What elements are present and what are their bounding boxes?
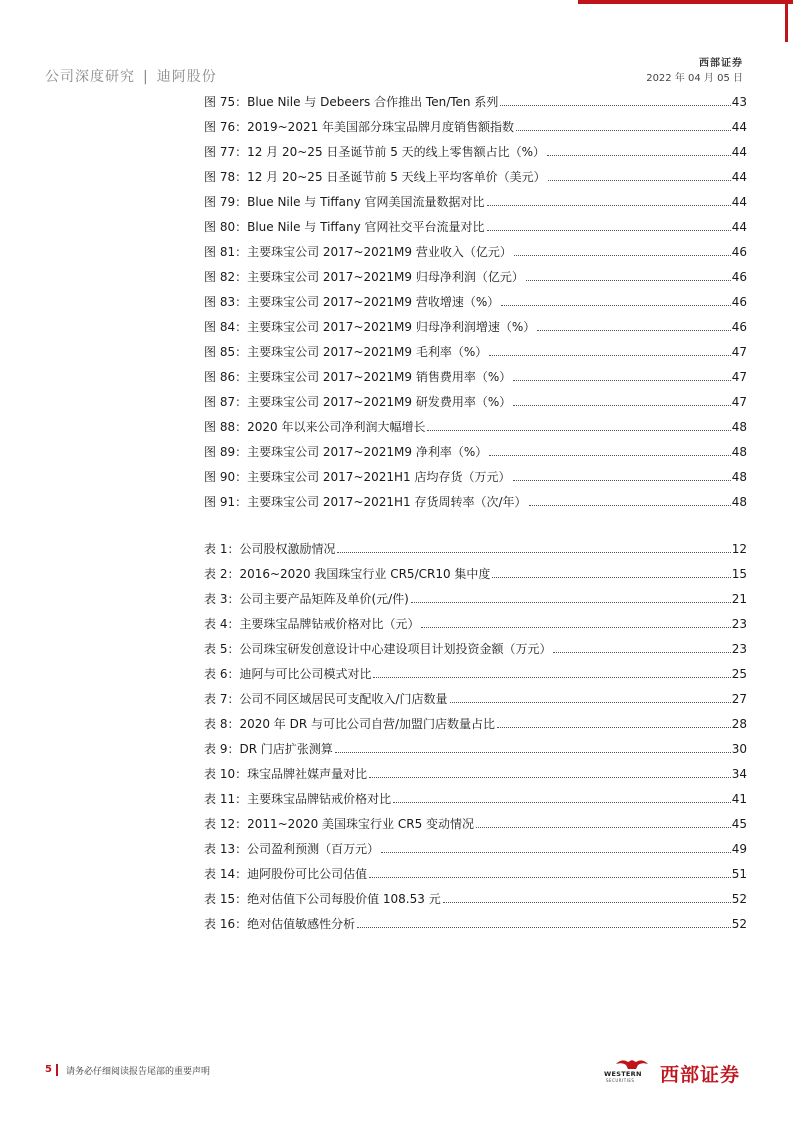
figure-entry[interactable]: [204, 367, 747, 385]
leader-dots: [501, 305, 730, 306]
leader-dots: [421, 627, 730, 628]
title-separator: |: [143, 69, 149, 85]
table-entry-page: 28: [731, 717, 747, 731]
figure-entry-page: 48: [731, 470, 747, 484]
figure-entry-page: 48: [731, 420, 747, 434]
logo-english-sub: SECURITIES: [606, 1078, 635, 1083]
leader-dots: [487, 230, 731, 231]
table-entry-label: 表 8：2020 年 DR 与可比公司自营/加盟门店数量占比: [204, 717, 496, 731]
table-entry-label: 表 9：DR 门店扩张测算: [204, 742, 333, 756]
leader-dots: [537, 330, 730, 331]
figure-entry[interactable]: [204, 242, 747, 260]
leader-dots: [337, 552, 730, 553]
figure-entry-label: 图 87：主要珠宝公司 2017~2021M9 研发费用率（%）: [204, 395, 512, 409]
figure-entry-page: 46: [731, 320, 747, 334]
table-entry-label: 表 16：绝对估值敏感性分析: [204, 917, 356, 931]
table-entry-page: 23: [731, 617, 747, 631]
leader-dots: [547, 155, 731, 156]
figure-entry[interactable]: [204, 117, 747, 135]
figure-entry[interactable]: [204, 167, 747, 185]
table-entry[interactable]: [204, 614, 747, 632]
figure-entry-label: 图 84：主要珠宝公司 2017~2021M9 归母净利润增速（%）: [204, 320, 536, 334]
figure-entry-page: 46: [731, 270, 747, 284]
table-entry-page: 34: [731, 767, 747, 781]
table-entry-page: 21: [731, 592, 747, 606]
table-entry-label: 表 4：主要珠宝品牌钻戒价格对比（元）: [204, 617, 420, 631]
figure-entry-label: 图 85：主要珠宝公司 2017~2021M9 毛利率（%）: [204, 345, 488, 359]
figure-entry-page: 44: [731, 120, 747, 134]
figure-entry-page: 48: [731, 495, 747, 509]
table-entry-label: 表 11：主要珠宝品牌钻戒价格对比: [204, 792, 392, 806]
footer-disclaimer: 请务必仔细阅读报告尾部的重要声明: [66, 1067, 211, 1077]
leader-dots: [487, 205, 731, 206]
table-entry[interactable]: [204, 639, 747, 657]
table-entry-label: 表 14：迪阿股份可比公司估值: [204, 867, 368, 881]
leader-dots: [514, 255, 731, 256]
figure-entry-page: 44: [731, 170, 747, 184]
figure-entry-label: 图 90：主要珠宝公司 2017~2021H1 店均存货（万元）: [204, 470, 511, 484]
figure-entry-page: 46: [731, 245, 747, 259]
table-entry-page: 51: [731, 867, 747, 881]
table-entry-label: 表 15：绝对估值下公司每股价值 108.53 元: [204, 892, 441, 906]
figure-entry-label: 图 75：Blue Nile 与 Debeers 合作推出 Ten/Ten 系列: [204, 95, 499, 109]
table-entry[interactable]: [204, 689, 747, 707]
table-entry-label: 表 2：2016~2020 我国珠宝行业 CR5/CR10 集中度: [204, 567, 491, 581]
leader-dots: [526, 280, 731, 281]
figure-entry-page: 44: [731, 145, 747, 159]
table-entry-page: 25: [731, 667, 747, 681]
leader-dots: [529, 505, 731, 506]
figure-entry-label: 图 77：12 月 20~25 日圣诞节前 5 天的线上零售额占比（%）: [204, 145, 546, 159]
table-entry[interactable]: [204, 814, 747, 832]
table-entry[interactable]: [204, 589, 747, 607]
figure-entry-page: 47: [731, 395, 747, 409]
table-entry[interactable]: [204, 539, 747, 557]
figure-entry[interactable]: [204, 442, 747, 460]
table-entry-page: 49: [731, 842, 747, 856]
figure-entry-page: 43: [731, 95, 747, 109]
figure-entry[interactable]: [204, 142, 747, 160]
report-title: [45, 66, 217, 86]
leader-dots: [500, 105, 730, 106]
figure-entry-label: 图 88：2020 年以来公司净利润大幅增长: [204, 420, 426, 434]
leader-dots: [369, 877, 731, 878]
leader-dots: [393, 802, 731, 803]
table-entry-page: 52: [731, 892, 747, 906]
figure-entry-label: 图 86：主要珠宝公司 2017~2021M9 销售费用率（%）: [204, 370, 512, 384]
footer-divider: [56, 1064, 58, 1076]
table-entry[interactable]: [204, 889, 747, 907]
logo-english: WESTERN: [604, 1070, 642, 1078]
table-entry-page: 52: [731, 917, 747, 931]
figure-entry[interactable]: [204, 92, 747, 110]
leader-dots: [492, 577, 730, 578]
table-entry-label: 表 7：公司不同区域居民可支配收入/门店数量: [204, 692, 448, 706]
figure-entry[interactable]: [204, 342, 747, 360]
table-entry[interactable]: [204, 564, 747, 582]
table-entry-label: 表 6：迪阿与可比公司模式对比: [204, 667, 372, 681]
figure-entry[interactable]: [204, 492, 747, 510]
figure-entry[interactable]: [204, 467, 747, 485]
header-accent-line: [785, 0, 788, 42]
leader-dots: [516, 130, 731, 131]
leader-dots: [443, 902, 731, 903]
figure-entry-page: 47: [731, 370, 747, 384]
figure-entry-page: 48: [731, 445, 747, 459]
table-entry[interactable]: [204, 839, 747, 857]
figure-entry-label: 图 80：Blue Nile 与 Tiffany 官网社交平台流量对比: [204, 220, 485, 234]
leader-dots: [450, 702, 731, 703]
table-entry-page: 30: [731, 742, 747, 756]
leader-dots: [369, 777, 731, 778]
leader-dots: [553, 652, 730, 653]
table-entry-page: 15: [731, 567, 747, 581]
brand-name: 西部证券: [699, 58, 743, 69]
table-entry-page: 27: [731, 692, 747, 706]
leader-dots: [357, 927, 731, 928]
report-type: 公司深度研究: [45, 69, 135, 85]
figure-entry-page: 44: [731, 195, 747, 209]
leader-dots: [489, 455, 730, 456]
figure-entry-page: 44: [731, 220, 747, 234]
page-number: 5: [45, 1064, 52, 1075]
table-entry[interactable]: [204, 914, 747, 932]
figure-entry-page: 47: [731, 345, 747, 359]
leader-dots: [335, 752, 731, 753]
logo-chinese: 西部证券: [660, 1064, 741, 1086]
table-entry-label: 表 5：公司珠宝研发创意设计中心建设项目计划投资金额（万元）: [204, 642, 552, 656]
table-entry[interactable]: [204, 789, 747, 807]
company-name: 迪阿股份: [156, 69, 217, 85]
table-entry-page: 45: [731, 817, 747, 831]
leader-dots: [513, 405, 730, 406]
figure-entry-label: 图 79：Blue Nile 与 Tiffany 官网美国流量数据对比: [204, 195, 485, 209]
leader-dots: [411, 602, 731, 603]
leader-dots: [489, 355, 730, 356]
leader-dots: [427, 430, 730, 431]
company-logo: [604, 1058, 749, 1086]
table-entry-page: 41: [731, 792, 747, 806]
figure-entry[interactable]: [204, 392, 747, 410]
bull-logo-icon: [614, 1058, 650, 1070]
figure-entry[interactable]: [204, 292, 747, 310]
figure-entry-page: 46: [731, 295, 747, 309]
figure-entry[interactable]: [204, 267, 747, 285]
figure-entry[interactable]: [204, 317, 747, 335]
leader-dots: [476, 827, 731, 828]
leader-dots: [513, 480, 731, 481]
header-accent-bar: [578, 0, 793, 4]
figure-entry-label: 图 82：主要珠宝公司 2017~2021M9 归母净利润（亿元）: [204, 270, 524, 284]
figure-entry-label: 图 81：主要珠宝公司 2017~2021M9 营业收入（亿元）: [204, 245, 512, 259]
leader-dots: [497, 727, 731, 728]
figure-entry-label: 图 91：主要珠宝公司 2017~2021H1 存货周转率（次/年）: [204, 495, 527, 509]
table-entry-label: 表 3：公司主要产品矩阵及单价(元/件): [204, 592, 409, 606]
table-entry-label: 表 12：2011~2020 美国珠宝行业 CR5 变动情况: [204, 817, 475, 831]
table-entry-page: 23: [731, 642, 747, 656]
figure-entry[interactable]: [204, 217, 747, 235]
leader-dots: [548, 180, 731, 181]
figure-entry-label: 图 89：主要珠宝公司 2017~2021M9 净利率（%）: [204, 445, 488, 459]
table-entry[interactable]: [204, 864, 747, 882]
table-entry[interactable]: [204, 714, 747, 732]
report-date: 2022 年 04 月 05 日: [646, 73, 743, 84]
table-entry[interactable]: [204, 664, 747, 682]
table-entry[interactable]: [204, 739, 747, 757]
figure-entry-label: 图 83：主要珠宝公司 2017~2021M9 营收增速（%）: [204, 295, 500, 309]
table-entry-label: 表 10：珠宝品牌社媒声量对比: [204, 767, 368, 781]
table-entry-page: 12: [731, 542, 747, 556]
table-entry-label: 表 1：公司股权激励情况: [204, 542, 336, 556]
table-entry[interactable]: [204, 764, 747, 782]
figure-entry-label: 图 78：12 月 20~25 日圣诞节前 5 天线上平均客单价（美元）: [204, 170, 546, 184]
figure-entry[interactable]: [204, 192, 747, 210]
figure-entry[interactable]: [204, 417, 747, 435]
figure-entry-label: 图 76：2019~2021 年美国部分珠宝品牌月度销售额指数: [204, 120, 515, 134]
table-entry-label: 表 13：公司盈利预测（百万元）: [204, 842, 380, 856]
leader-dots: [513, 380, 730, 381]
leader-dots: [373, 677, 730, 678]
leader-dots: [381, 852, 731, 853]
